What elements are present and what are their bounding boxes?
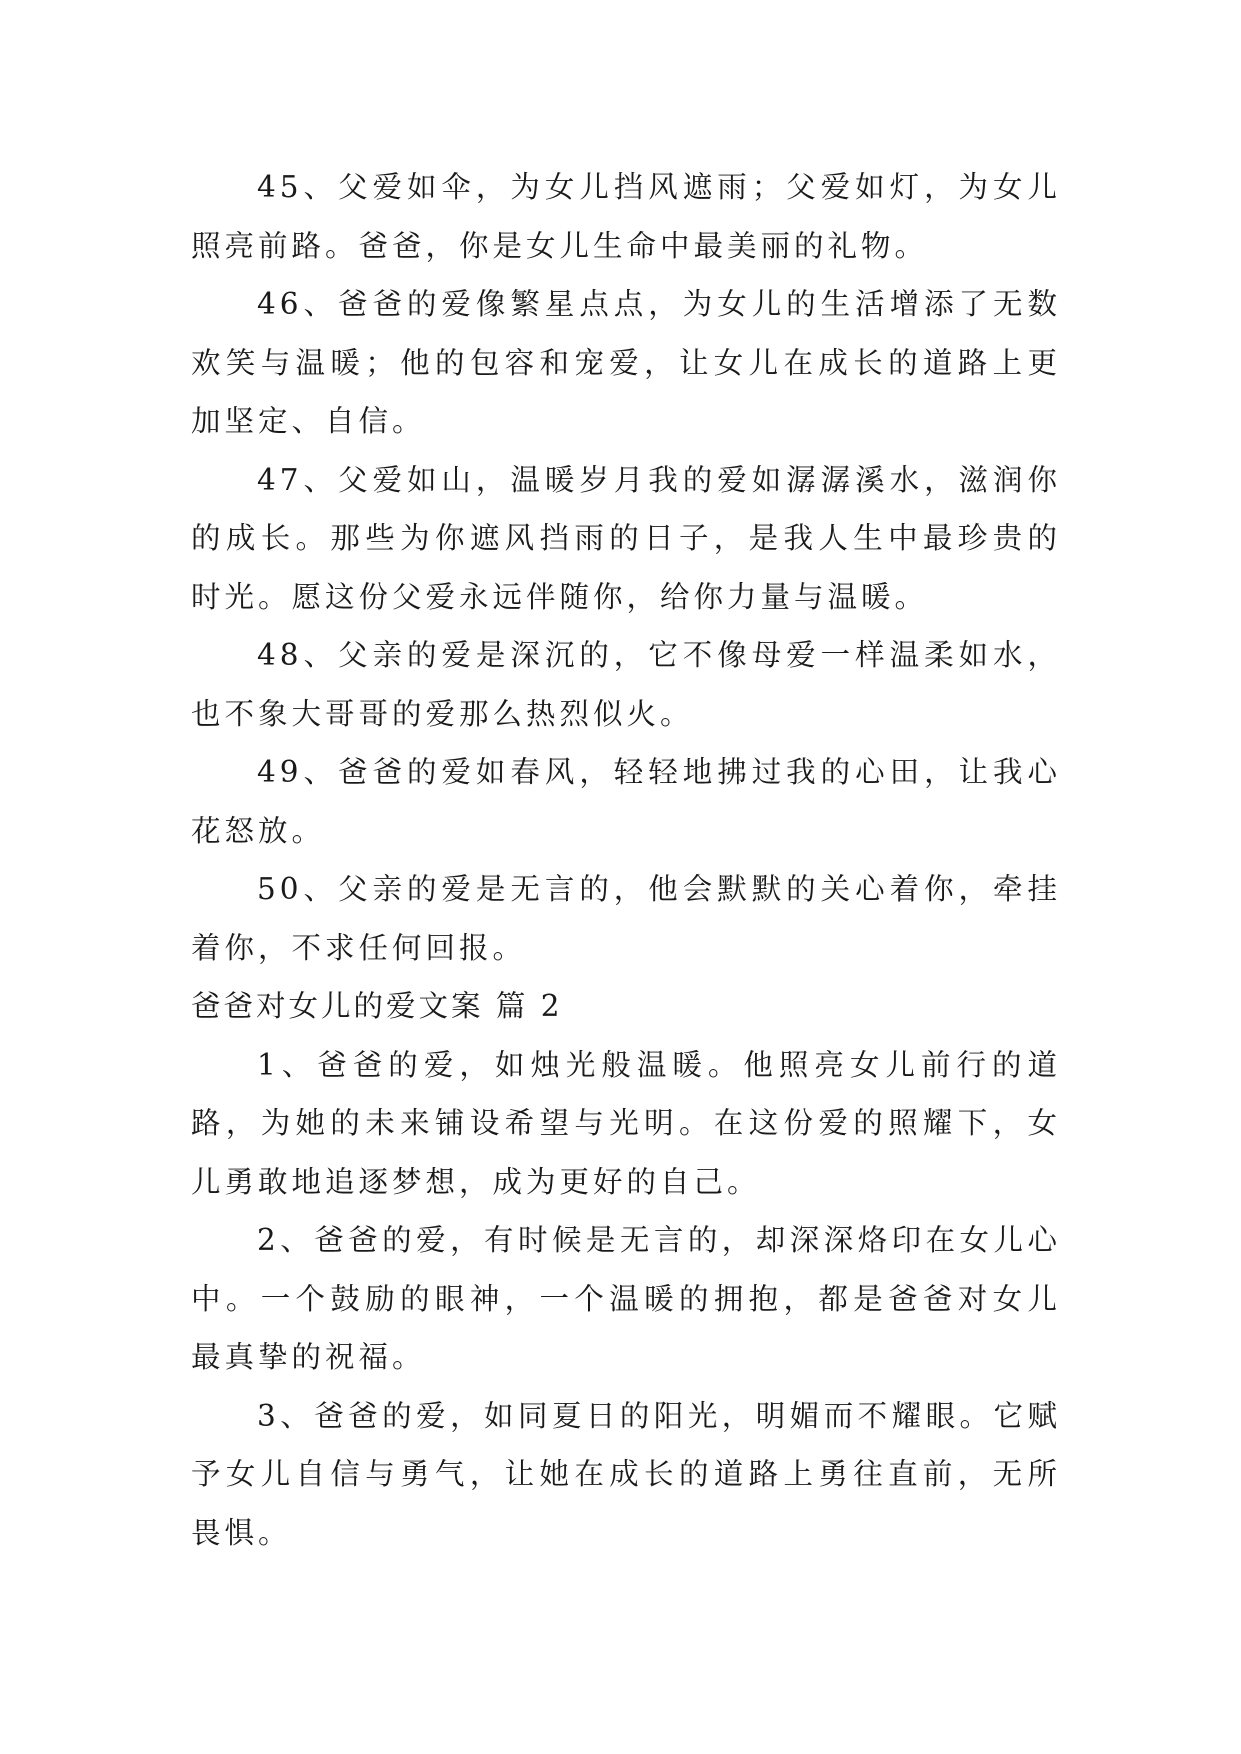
paragraph-50: 50、父亲的爱是无言的，他会默默的关心着你，牵挂着你，不求任何回报。 — [191, 872, 1061, 965]
paragraph-3: 3、爸爸的爱，如同夏日的阳光，明媚而不耀眼。它赋予女儿自信与勇气，让她在成长的道路上勇往直前，无所畏惧。 — [191, 1398, 1061, 1550]
paragraph-49: 49、爸爸的爱如春风，轻轻地拂过我的心田，让我心花怒放。 — [191, 755, 1061, 848]
paragraph-48: 48、父亲的爱是深沉的，它不像母爱一样温柔如水，也不象大哥哥的爱那么热烈似火。 — [191, 638, 1061, 731]
paragraph-2: 2、爸爸的爱，有时候是无言的，却深深烙印在女儿心中。一个鼓励的眼神，一个温暖的拥抱，都是爸爸对女儿最真挚的祝福。 — [191, 1223, 1061, 1374]
paragraph-47: 47、父爱如山，温暖岁月我的爱如潺潺溪水，滋润你的成长。那些为你遮风挡雨的日子，是我人生中最珍贵的时光。愿这份父爱永远伴随你，给你力量与温暖。 — [191, 462, 1061, 614]
document-body — [191, 158, 1061, 1562]
paragraph-46: 46、爸爸的爱像繁星点点，为女儿的生活增添了无数欢笑与温暖；他的包容和宠爱，让女儿在成长的道路上更加坚定、自信。 — [191, 287, 1061, 438]
paragraph-1: 1、爸爸的爱，如烛光般温暖。他照亮女儿前行的道路，为她的未来铺设希望与光明。在这份爱的照耀下，女儿勇敢地追逐梦想，成为更好的自己。 — [191, 1047, 1061, 1199]
section-heading: 爸爸对女儿的爱文案 篇 2 — [191, 989, 563, 1023]
paragraph-45: 45、父爱如伞，为女儿挡风遮雨；父爱如灯，为女儿照亮前路。爸爸，你是女儿生命中最美丽的礼物。 — [191, 170, 1061, 263]
